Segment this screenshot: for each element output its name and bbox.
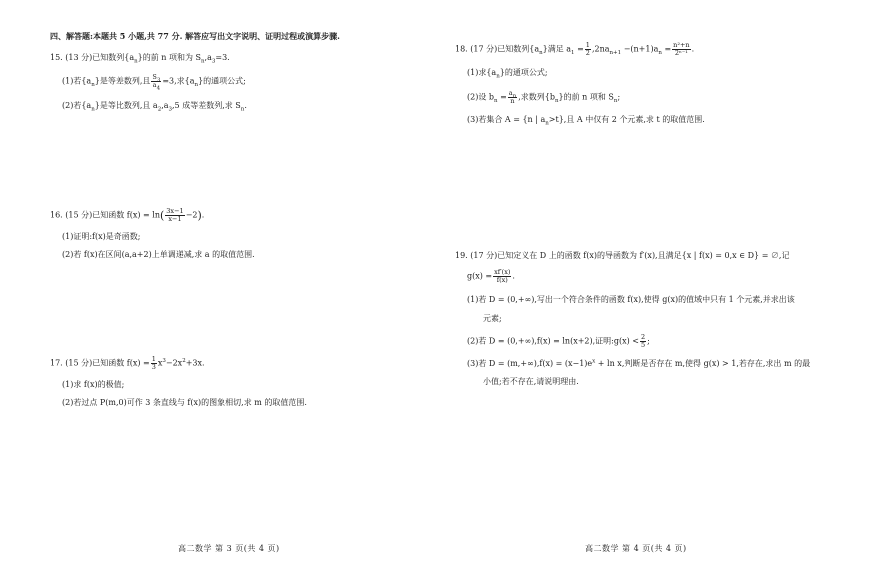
- fraction: $\frac{\text{n²+n}}{\text{2ⁿ⁻¹}}$: [673, 41, 690, 57]
- question-19-definition: g(x) = $\frac{xf'(x)}{f(x)}$ .: [467, 268, 515, 284]
- section-heading: 四、解答题:本题共 5 小题,共 77 分. 解答应写出文字说明、证明过程或演算步骤.: [50, 31, 340, 41]
- question-15-part-2: (2)若$\{a_n\}$是等比数列,且 $a_2,a_3,5$ 成等差数列,求 $S_n$.: [62, 101, 247, 113]
- question-18-part-2: (2)设 $b_n$ = $\frac{a_n}{n}$ ,求数列$\{b_n\}$的前 n 项和 $S_n$;: [467, 89, 621, 105]
- question-19-part-3-line-2: 小值;若不存在,请说明理由.: [483, 377, 579, 386]
- question-18-part-3: (3)若集合 A = {n | $a_n>t$},且 A 中仅有 2 个元素,求 t 的取值范围.: [467, 115, 705, 127]
- question-16-part-2: (2)若 f(x)在区间(a,a+2)上单调递减,求 a 的取值范围.: [62, 250, 255, 259]
- question-17-part-2: (2)若过点 P(m,0)可作 3 条直线与 f(x)的图象相切,求 m 的取值范围.: [62, 398, 307, 407]
- question-19-stem: 19. (17 分)已知定义在 D 上的函数 f(x)的导函数为 f′(x),且满足{x | f(x) = 0,x ∈ D} = ∅,记: [455, 251, 790, 260]
- fraction: $\frac{S_3}{a_4}$: [152, 73, 161, 92]
- right-page: [435, 0, 870, 578]
- question-19-part-1-line-1: (1)若 D = (0,+∞),写出一个符合条件的函数 f(x),使得 g(x)的值域中只有 1 个元素,并求出该: [467, 295, 795, 304]
- question-16-part-1: (1)证明:f(x)是奇函数;: [62, 232, 141, 241]
- question-15-stem: 15. (13 分)已知数列$\{a_n\}$的前 n 项和为 $S_n,a_3=3$.: [50, 53, 230, 65]
- page-footer: 高二数学 第 4 页(共 4 页): [585, 544, 687, 553]
- question-19-part-3-line-1: (3)若 $D = (m,+\infty),f(x) = (x-1)e^x + \ln x$,判断是否存在 m,使得 g(x) > 1,若存在,求出 m 的最: [467, 358, 811, 368]
- fraction: $\frac{a_n}{n}$: [508, 89, 517, 105]
- question-17-stem: 17. (15 分)已知函数 f(x) = $\frac{1}{3}$ $x^3-2x^2+3x$.: [50, 355, 205, 371]
- fraction: $\frac{1}{2}$: [585, 41, 590, 57]
- fraction: $\frac{xf'(x)}{f(x)}$: [494, 268, 511, 284]
- question-17-part-1: (1)求 f(x)的极值;: [62, 380, 125, 389]
- question-15-part-1: (1)若$\{a_n\}$是等差数列,且 $\frac{S_3}{a_4}$ =3,求$\{a_n\}$的通项公式;: [62, 73, 246, 92]
- question-18-part-1: (1)求$\{a_n\}$的通项公式;: [467, 68, 548, 80]
- fraction: $\frac{2}{5}$: [640, 333, 646, 349]
- page-footer: 高二数学 第 3 页(共 4 页): [178, 544, 280, 553]
- question-18-stem: 18. (17 分)已知数列$\{a_n\}$满足 $a_1$ = $\frac{1}{2}$ $,2na_{n+1} -(n+1)a_n$ = $\frac{\text{n²+n}}{\text{2ⁿ⁻¹}}$ .: [455, 41, 695, 57]
- fraction: $\frac{3x-1}{x-1}$: [166, 207, 184, 223]
- question-19-part-2: (2)若 D = (0,+∞),f(x) = ln(x+2),证明:g(x) < $\frac{2}{5}$ ;: [467, 333, 650, 349]
- question-16-stem: 16. (15 分)已知函数 f(x) = ln( $\frac{3x-1}{x-1}$ −2).: [50, 207, 205, 223]
- fraction: $\frac{1}{3}$: [151, 355, 156, 371]
- question-19-part-1-line-2: 元素;: [483, 314, 502, 323]
